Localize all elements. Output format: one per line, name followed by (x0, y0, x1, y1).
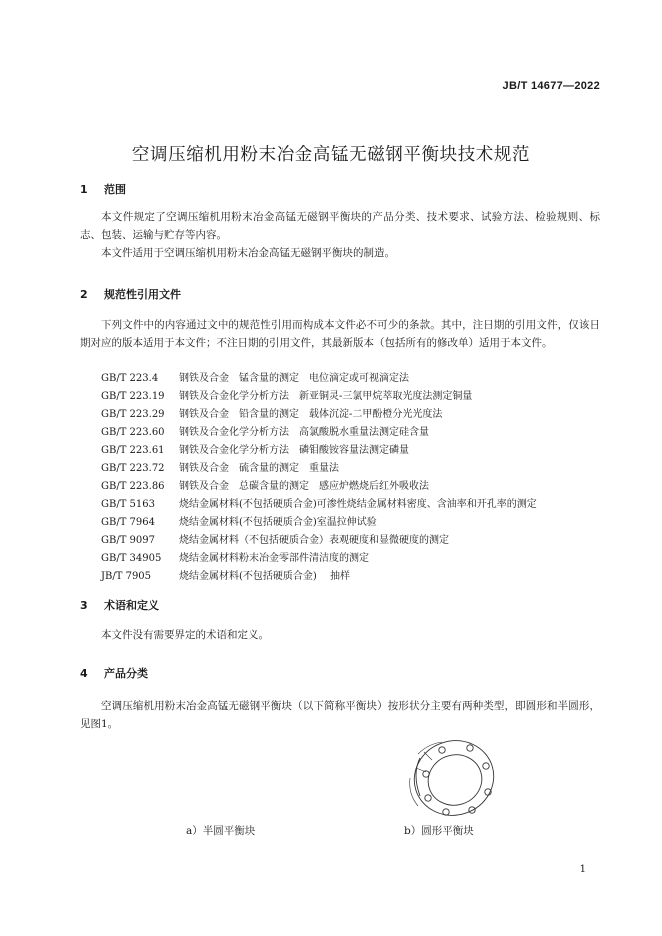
reference-code: GB/T 5163 (101, 499, 156, 510)
reference-title: 烧结金属材料（不包括硬质合金）表观硬度和显微硬度的测定 (179, 535, 449, 546)
reference-title: 烧结金属材料(不包括硬质合金)室温拉伸试验 (179, 517, 377, 528)
section-title: 术语和定义 (104, 599, 159, 612)
figure-caption-a: a）半圆平衡块 (186, 825, 256, 837)
reference-item (101, 388, 606, 406)
reference-item (101, 370, 606, 388)
reference-code: GB/T 223.29 (101, 409, 165, 420)
reference-item (101, 478, 606, 496)
section-3-paragraph-1: 本文件没有需要界定的术语和定义。 (101, 629, 269, 641)
reference-title: 烧结金属材料粉末冶金零部件清洁度的测定 (179, 553, 369, 564)
reference-code: GB/T 223.86 (101, 481, 165, 492)
section-title: 产品分类 (104, 667, 148, 680)
section-1-paragraph-2: 本文件适用于空调压缩机用粉末冶金高锰无磁钢平衡块的制造。 (101, 247, 395, 259)
section-4-heading (80, 665, 148, 681)
standard-code: JB/T 14677—2022 (502, 80, 600, 92)
section-2-paragraph-1: 下列文件中的内容通过文中的规范性引用而构成本文件必不可少的条款。其中，注日期的引用文件，仅该日期对应的版本适用于本文件；不注日期的引用文件，其最新版本（包括所有的修改单）适用于本文件。 (80, 319, 600, 349)
figure-caption-b: b）圆形平衡块 (404, 825, 474, 837)
reference-code: GB/T 223.4 (101, 373, 159, 384)
reference-code: GB/T 223.19 (101, 391, 165, 402)
circular-balance-block-drawing (398, 734, 504, 822)
reference-item (101, 568, 606, 586)
reference-item (101, 460, 606, 478)
reference-title: 钢铁及合金化学分析方法 高氯酸脱水重量法测定硅含量 (179, 427, 429, 438)
reference-title: 钢铁及合金 锰含量的测定 电位滴定或可视滴定法 (179, 373, 409, 384)
page-number: 1 (579, 864, 586, 875)
section-number: 3 (80, 599, 88, 612)
document-title: 空调压缩机用粉末冶金高锰无磁钢平衡块技术规范 (131, 145, 531, 165)
reference-item (101, 442, 606, 460)
section-number: 4 (80, 667, 88, 680)
reference-item (101, 424, 606, 442)
reference-item (101, 406, 606, 424)
reference-code: GB/T 223.60 (101, 427, 165, 438)
reference-code: GB/T 9097 (101, 535, 156, 546)
reference-item (101, 496, 606, 514)
section-1-heading (80, 181, 126, 197)
section-number: 2 (80, 288, 88, 301)
reference-item (101, 514, 606, 532)
section-4-paragraph-1: 空调压缩机用粉末冶金高锰无磁钢平衡块（以下简称平衡块）按形状分主要有两种类型，即圆形和半圆形，见图1。 (80, 700, 600, 730)
reference-code: GB/T 223.61 (101, 445, 165, 456)
reference-code: GB/T 7964 (101, 517, 156, 528)
section-2-heading (80, 286, 181, 302)
section-title: 规范性引用文件 (104, 288, 181, 301)
section-1-paragraph-1: 本文件规定了空调压缩机用粉末冶金高锰无磁钢平衡块的产品分类、技术要求、试验方法、检验规则、标志、包装、运输与贮存等内容。 (80, 211, 600, 241)
reference-code: GB/T 34905 (101, 553, 162, 564)
reference-title: 钢铁及合金 硫含量的测定 重量法 (179, 463, 339, 474)
reference-list (101, 370, 606, 586)
reference-title: 钢铁及合金化学分析方法 新亚铜灵-三氯甲烷萃取光度法测定铜量 (179, 391, 473, 402)
section-3-heading (80, 597, 159, 613)
reference-title: 钢铁及合金化学分析方法 磷钼酸铵容量法测定磷量 (179, 445, 409, 456)
reference-title: 烧结金属材料(不包括硬质合金)可渗性烧结金属材料密度、含油率和开孔率的测定 (179, 499, 537, 510)
section-number: 1 (80, 183, 88, 196)
reference-item (101, 550, 606, 568)
section-title: 范围 (104, 183, 126, 196)
reference-code: JB/T 7905 (101, 571, 152, 582)
reference-title: 烧结金属材料(不包括硬质合金) 抽样 (179, 571, 350, 582)
balance-block-figure (398, 734, 504, 822)
reference-item (101, 532, 606, 550)
reference-code: GB/T 223.72 (101, 463, 165, 474)
reference-title: 钢铁及合金 铅含量的测定 载体沉淀-二甲酚橙分光光度法 (179, 409, 443, 420)
reference-title: 钢铁及合金 总碳含量的测定 感应炉燃烧后红外吸收法 (179, 481, 429, 492)
